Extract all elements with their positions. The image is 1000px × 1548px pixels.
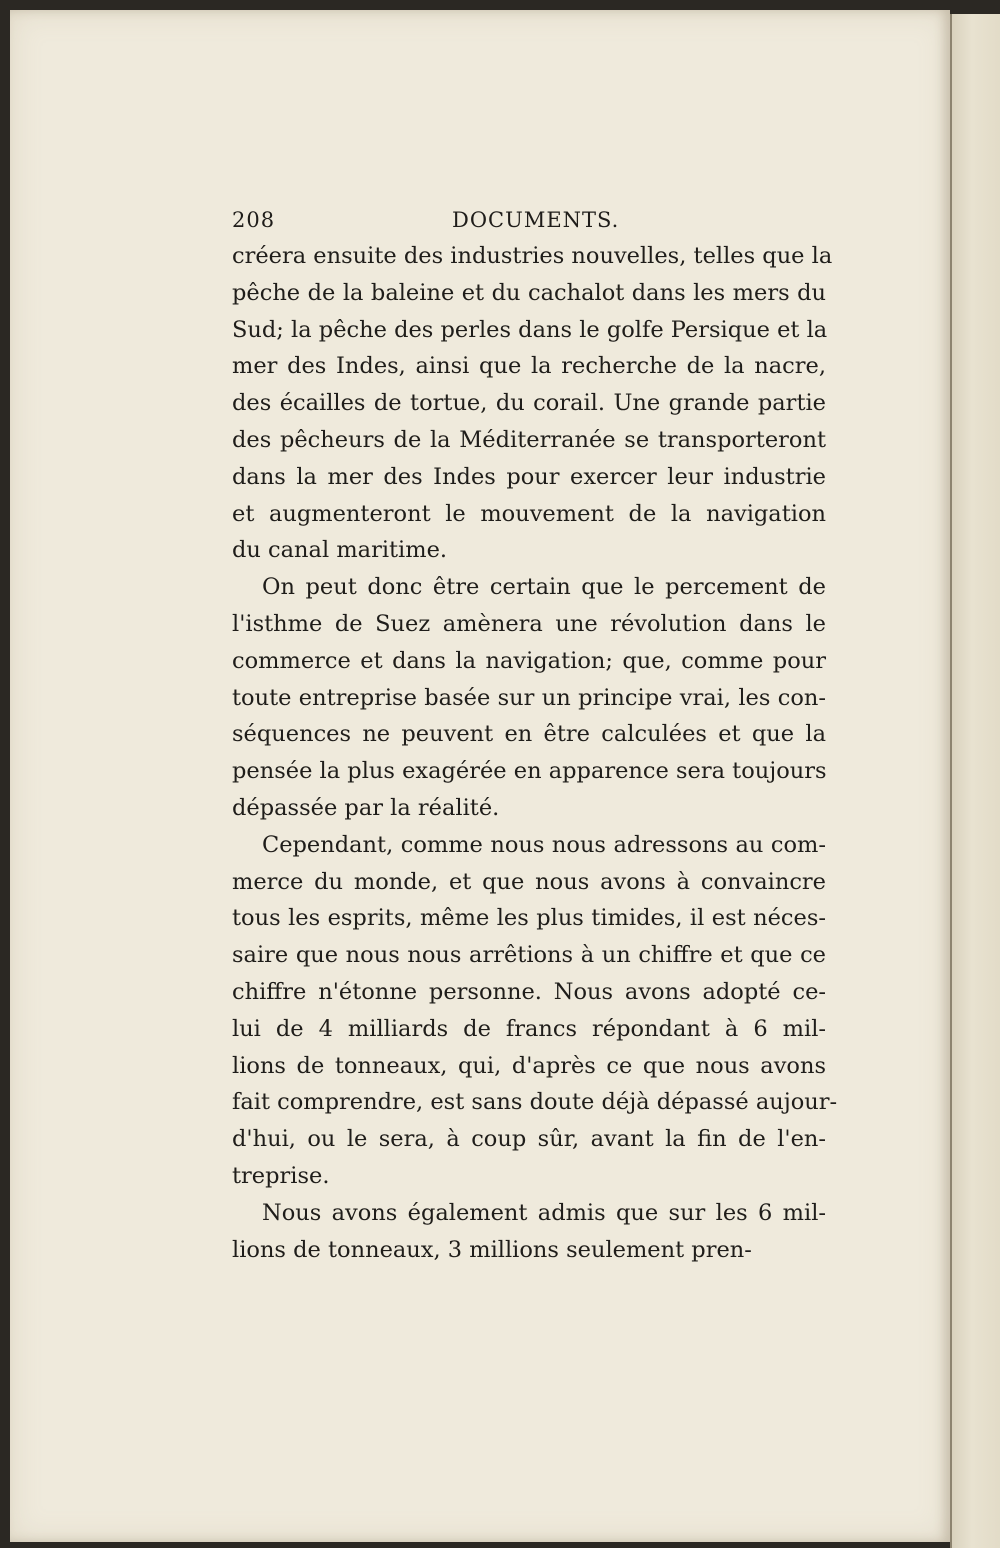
text-line: séquences ne peuvent en être calculées et que la [232,721,826,748]
facing-page-edge [950,14,1000,1548]
text-line: des écailles de tortue, du corail. Une grande partie [232,390,826,417]
text-line: et augmenteront le mouvement de la navigation [232,500,826,527]
text-line: pêche de la baleine et du cachalot dans les mers du [232,279,826,306]
text-line: lions de tonneaux, qui, d'après ce que nous avons [232,1052,826,1079]
text-line: Nous avons également admis que sur les 6 mil- [262,1199,826,1226]
paragraph [232,1195,826,1269]
text-line: Cependant, comme nous nous adressons au com- [262,831,826,858]
text-line: l'isthme de Suez amènera une révolution dans le [232,610,826,637]
text-line: Sud; la pêche des perles dans le golfe Persique et la [232,316,828,343]
text-line: lui de 4 milliards de francs répondant à 6 mil- [232,1015,826,1042]
text-line: commerce et dans la navigation; que, comme pour [232,647,826,674]
text-line: des pêcheurs de la Méditerranée se transporteront [232,426,826,453]
text-line: dans la mer des Indes pour exercer leur industrie [232,463,826,490]
text-line: lions de tonneaux, 3 millions seulement pren- [232,1236,752,1263]
page-number: 208 [232,208,276,232]
text-line: On peut donc être certain que le percement de [262,574,826,601]
text-line: merce du monde, et que nous avons à convaincre [232,868,826,895]
text-line: fait comprendre, est sans doute déjà dépassé aujour- [232,1089,838,1116]
text-line: dépassée par la réalité. [232,794,500,821]
text-line: créera ensuite des industries nouvelles, telles que la [232,243,833,269]
page-text-block [232,200,838,1268]
running-head-title: DOCUMENTS. [452,208,620,232]
text-line: tous les esprits, même les plus timides, il est néces- [232,905,826,932]
text-line: du canal maritime. [232,537,448,564]
text-line: pensée la plus exagérée en apparence sera toujours [232,758,827,785]
text-line: saire que nous nous arrêtions à un chiffre et que ce [232,942,826,969]
text-line: d'hui, ou le sera, à coup sûr, avant la fin de l'en- [232,1126,826,1153]
body-text [232,238,838,1268]
paragraph [232,238,833,569]
text-line: mer des Indes, ainsi que la recherche de la nacre, [232,353,826,380]
paragraph [232,569,826,827]
running-head [232,200,826,238]
paragraph [232,827,838,1195]
text-line: treprise. [232,1162,330,1189]
text-line: chiffre n'étonne personne. Nous avons adopté ce- [232,978,826,1005]
text-line: toute entreprise basée sur un principe vrai, les con- [232,684,826,711]
